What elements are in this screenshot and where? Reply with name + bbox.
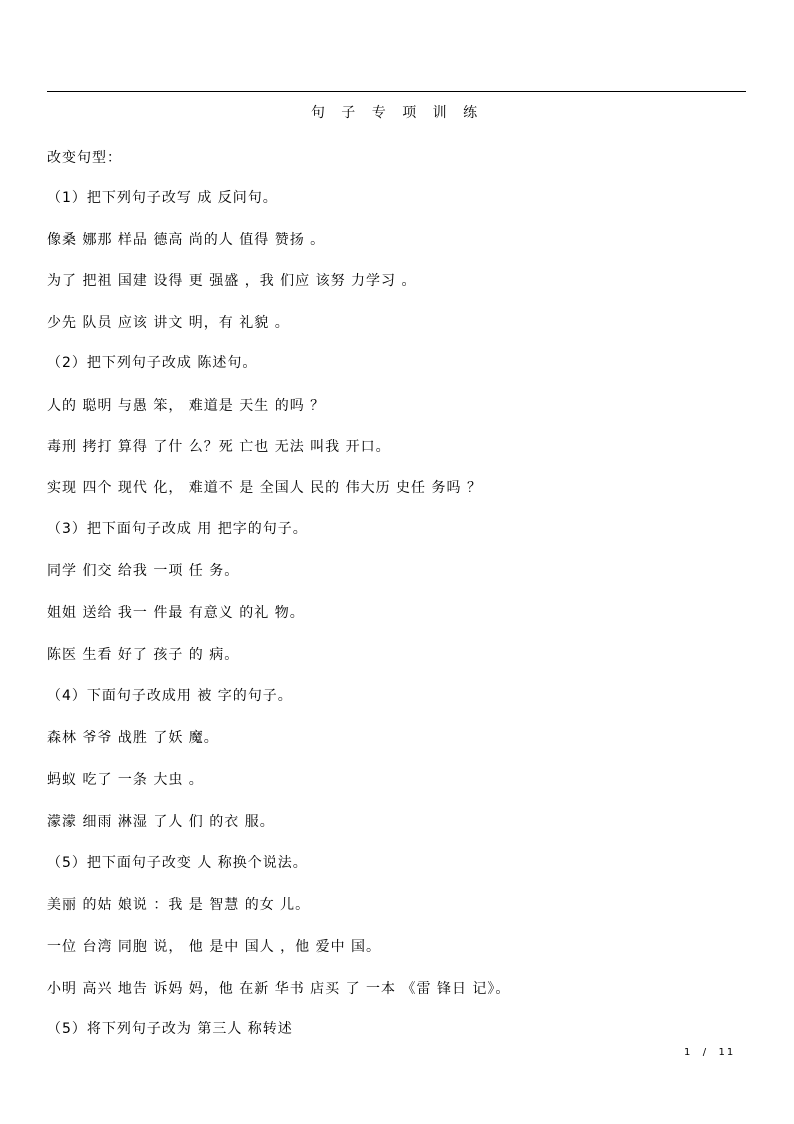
exercise-sentence: 蚂蚁 吃了 一条 大虫 。 (47, 772, 204, 788)
exercise-sentence: 美丽 的姑 娘说 ：我 是 智慧 的女 儿。 (47, 897, 311, 913)
page-number (684, 1046, 735, 1060)
page-total: 11 (718, 1047, 736, 1058)
exercise-instruction-2: （2）把下列句子改成 陈述句。 (47, 355, 258, 371)
exercise-sentence: 濛濛 细雨 淋湿 了人 们 的衣 服。 (47, 814, 275, 830)
exercise-sentence: 为了 把祖 国建 设得 更 强盛 ，我 们应 该努 力学习 。 (47, 273, 417, 289)
page-current: 1 (684, 1047, 693, 1058)
exercise-sentence: 小明 高兴 地告 诉妈 妈，他 在新 华书 店买 了 一本 《雷 锋日 记》。 (47, 981, 511, 997)
header-rule (47, 91, 746, 92)
exercise-instruction-6: （5）将下列句子改为 第三人 称转述 (47, 1021, 293, 1037)
exercise-instruction-1: （1）把下列句子改写 成 反问句。 (47, 190, 278, 206)
exercise-sentence: 陈医 生看 好了 孩子 的 病。 (47, 647, 240, 663)
exercise-sentence: 森林 爷爷 战胜 了妖 魔。 (47, 730, 219, 746)
exercise-sentence: 姐姐 送给 我一 件最 有意义 的礼 物。 (47, 605, 305, 621)
exercise-sentence: 一位 台湾 同胞 说， 他 是中 国人 ，他 爱中 国。 (47, 939, 382, 955)
exercise-instruction-3: （3）把下面句子改成 用 把字的句子。 (47, 521, 308, 537)
exercise-sentence: 像桑 娜那 样品 德高 尚的人 值得 赞扬 。 (47, 232, 326, 248)
section-heading: 改变句型： (47, 150, 122, 166)
document-title: 句 子 专 项 训 练 (310, 105, 484, 121)
exercise-instruction-4: （4）下面句子改成用 被 字的句子。 (47, 688, 293, 704)
exercise-sentence: 人的 聪明 与愚 笨， 难道是 天生 的吗 ？ (47, 398, 326, 414)
exercise-sentence: 同学 们交 给我 一项 任 务。 (47, 563, 240, 579)
exercise-sentence: 实现 四个 现代 化， 难道不 是 全国人 民的 伟大历 史任 务吗 ？ (47, 480, 482, 496)
exercise-sentence: 少先 队员 应该 讲文 明，有 礼貌 。 (47, 315, 290, 331)
page-separator: / (702, 1047, 709, 1058)
exercise-sentence: 毒刑 拷打 算得 了什 么？死 亡也 无法 叫我 开口。 (47, 439, 391, 455)
exercise-instruction-5: （5）把下面句子改变 人 称换个说法。 (47, 855, 308, 871)
